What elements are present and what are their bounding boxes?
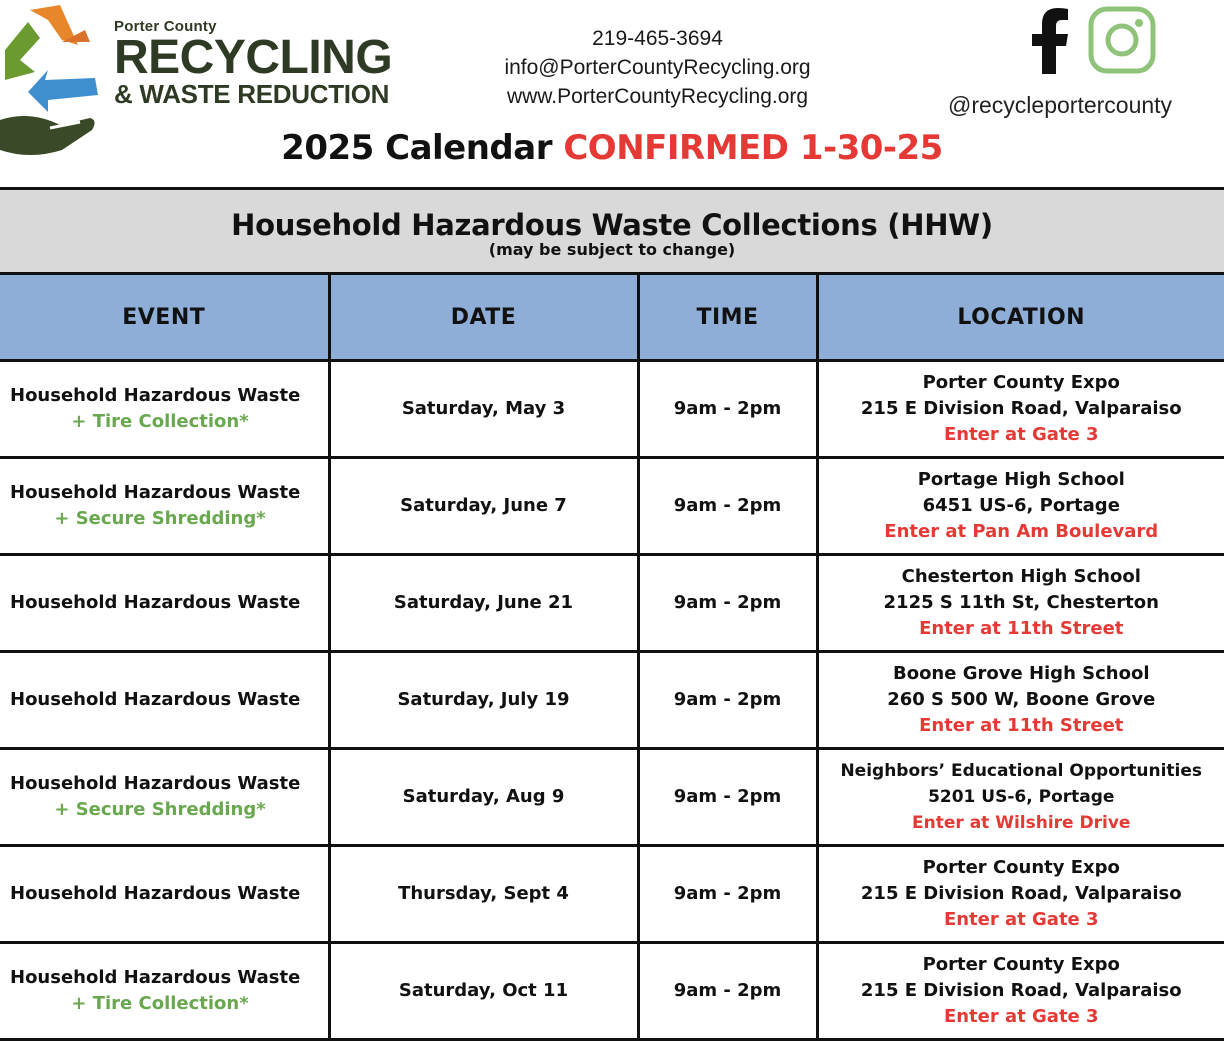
section-title: Household Hazardous Waste Collections (HHW): [231, 208, 993, 242]
event-cell: [0, 555, 329, 652]
event-cell: [0, 361, 329, 458]
event-extra: + Secure Shredding*: [54, 508, 266, 529]
column-header-location: LOCATION: [817, 275, 1224, 361]
location-address: 2125 S 11th St, Chesterton: [883, 592, 1159, 613]
location-name: Neighbors’ Educational Opportunities: [840, 761, 1203, 781]
event-name: Household Hazardous Waste: [10, 592, 301, 613]
date-cell: Saturday, July 19: [329, 652, 638, 749]
event-extra: + Tire Collection*: [71, 411, 249, 432]
date-cell: Saturday, Oct 11: [329, 943, 638, 1040]
column-header-time: TIME: [638, 275, 817, 361]
contact-info: [470, 24, 845, 111]
location-cell: [817, 749, 1224, 846]
column-header-event: EVENT: [0, 275, 329, 361]
social-handle[interactable]: @recycleportercounty: [948, 92, 1173, 118]
event-cell: [0, 846, 329, 943]
location-name: Portage High School: [917, 469, 1125, 490]
event-cell: [0, 652, 329, 749]
location-address: 5201 US-6, Portage: [928, 787, 1115, 807]
location-entrance: Enter at 11th Street: [919, 618, 1124, 639]
time-cell: 9am - 2pm: [638, 555, 817, 652]
date-cell: Thursday, Sept 4: [329, 846, 638, 943]
location-entrance: Enter at Gate 3: [943, 424, 1099, 445]
event-cell: [0, 458, 329, 555]
location-entrance: Enter at Wilshire Drive: [912, 813, 1131, 833]
location-cell: [817, 361, 1224, 458]
facebook-icon[interactable]: [1030, 8, 1070, 74]
location-name: Porter County Expo: [922, 372, 1120, 393]
location-cell: [817, 458, 1224, 555]
location-entrance: Enter at 11th Street: [919, 715, 1124, 736]
social-links: [1030, 4, 1224, 84]
location-name: Boone Grove High School: [892, 663, 1150, 684]
table-row: [0, 361, 1224, 458]
collections-table: [0, 275, 1224, 1041]
confirmed-badge: CONFIRMED 1-30-25: [563, 128, 943, 168]
location-entrance: Enter at Gate 3: [943, 909, 1099, 930]
location-address: 215 E Division Road, Valparaiso: [860, 980, 1182, 1001]
section-banner: [0, 187, 1224, 275]
location-cell: [817, 846, 1224, 943]
calendar-year: 2025 Calendar: [281, 128, 552, 168]
section-subtitle: (may be subject to change): [488, 240, 736, 259]
event-extra: + Secure Shredding*: [54, 799, 266, 820]
date-cell: Saturday, June 21: [329, 555, 638, 652]
location-name: Porter County Expo: [922, 857, 1120, 878]
event-name: Household Hazardous Waste: [10, 385, 301, 406]
instagram-icon[interactable]: [1088, 6, 1156, 74]
time-cell: 9am - 2pm: [638, 458, 817, 555]
location-entrance: Enter at Gate 3: [943, 1006, 1099, 1027]
location-name: Chesterton High School: [901, 566, 1141, 587]
table-row: [0, 652, 1224, 749]
logo-county: Porter County: [114, 18, 217, 35]
location-cell: [817, 652, 1224, 749]
location-address: 260 S 500 W, Boone Grove: [887, 689, 1156, 710]
time-cell: 9am - 2pm: [638, 846, 817, 943]
event-name: Household Hazardous Waste: [10, 773, 301, 794]
logo-waste-reduction: & WASTE REDUCTION: [114, 79, 390, 109]
location-entrance: Enter at Pan Am Boulevard: [884, 521, 1159, 542]
event-name: Household Hazardous Waste: [10, 482, 301, 503]
table-row: [0, 846, 1224, 943]
location-name: Porter County Expo: [922, 954, 1120, 975]
date-cell: Saturday, May 3: [329, 361, 638, 458]
time-cell: 9am - 2pm: [638, 943, 817, 1040]
time-cell: 9am - 2pm: [638, 652, 817, 749]
table-row: [0, 749, 1224, 846]
email-link[interactable]: info@PorterCountyRecycling.org: [504, 56, 811, 79]
column-header-date: DATE: [329, 275, 638, 361]
location-address: 6451 US-6, Portage: [922, 495, 1120, 516]
table-row: [0, 555, 1224, 652]
event-name: Household Hazardous Waste: [10, 967, 301, 988]
website-link[interactable]: www.PorterCountyRecycling.org: [506, 85, 809, 108]
location-cell: [817, 943, 1224, 1040]
phone-number: 219-465-3694: [592, 27, 723, 50]
logo-wordmark: [114, 18, 392, 107]
event-name: Household Hazardous Waste: [10, 689, 301, 710]
page-header: [0, 0, 1224, 186]
date-cell: Saturday, June 7: [329, 458, 638, 555]
date-cell: Saturday, Aug 9: [329, 749, 638, 846]
table-header-row: [0, 275, 1224, 361]
table-row: [0, 458, 1224, 555]
table-row: [0, 943, 1224, 1040]
calendar-title: [0, 128, 1224, 168]
time-cell: 9am - 2pm: [638, 361, 817, 458]
event-name: Household Hazardous Waste: [10, 883, 301, 904]
time-cell: 9am - 2pm: [638, 749, 817, 846]
logo-recycling: RECYCLING: [114, 31, 393, 84]
location-address: 215 E Division Road, Valparaiso: [860, 883, 1182, 904]
location-address: 215 E Division Road, Valparaiso: [860, 398, 1182, 419]
event-extra: + Tire Collection*: [71, 993, 249, 1014]
event-cell: [0, 943, 329, 1040]
location-cell: [817, 555, 1224, 652]
event-cell: [0, 749, 329, 846]
